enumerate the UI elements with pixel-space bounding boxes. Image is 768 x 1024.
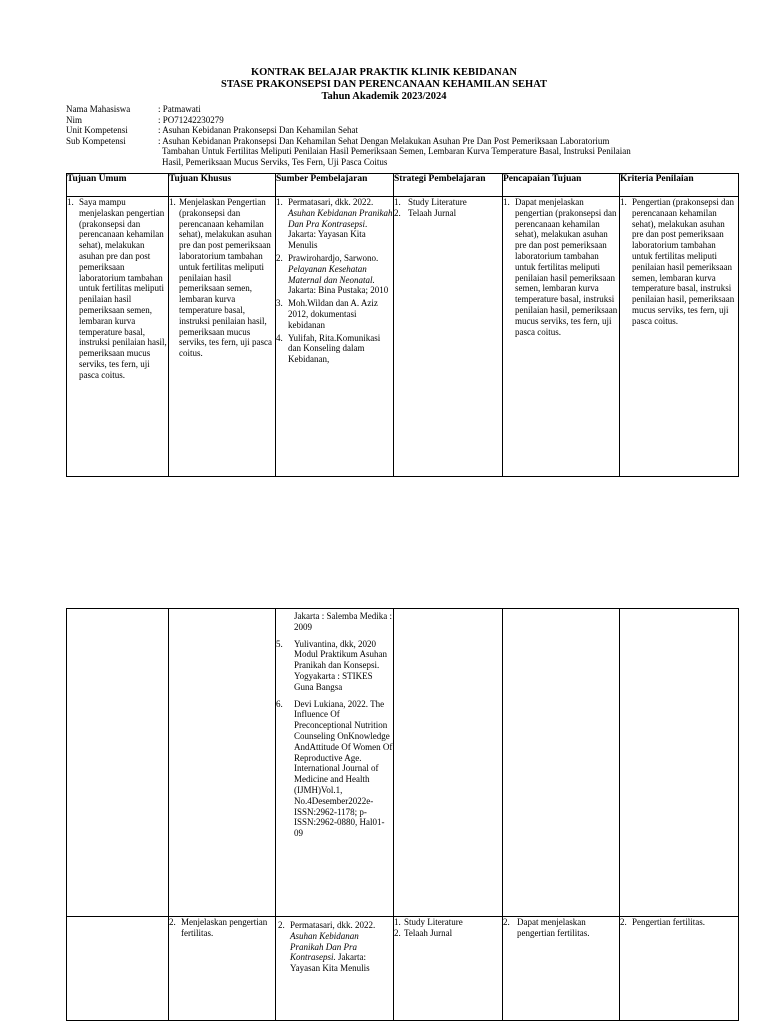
cell-sumber (276, 197, 394, 477)
cell-sumber (276, 917, 394, 1021)
document-title: KONTRAK BELAJAR PRAKTIK KLINIK KEBIDANAN (250, 67, 518, 78)
info-value (158, 136, 766, 168)
cell-tujuan-umum (67, 197, 169, 477)
cell-strategi (394, 197, 503, 477)
info-row-unit (66, 125, 766, 136)
cell-kriteria (620, 197, 739, 477)
header-pencapaian: Pencapaian Tujuan (503, 174, 620, 197)
list-item: 2. Dapat menjelaskan pengertian fertilitas. (503, 917, 590, 938)
header-kriteria: Kriteria Penilaian (620, 174, 739, 197)
cell-strategi (394, 609, 503, 917)
list-item: 2. Prawirohardjo, Sarwono. Pelayanan Kesehatan Maternal dan Neonatal. Jakarta: Bina Pustaka; 2010 (276, 252, 389, 296)
student-info (66, 104, 766, 167)
cell-pencapaian (503, 917, 620, 1021)
cell-tujuan-khusus (169, 609, 276, 917)
header-tujuan-umum: Tujuan Umum (67, 174, 169, 197)
header-tujuan-khusus: Tujuan Khusus (169, 174, 276, 197)
cell-kriteria (620, 917, 739, 1021)
cell-kriteria (620, 609, 739, 917)
info-row-nim (66, 115, 766, 126)
list-item: 1. Menjelaskan Pengertian (prakonsepsi dan perencanaan kehamilan sehat), melakukan asuhan pre dan post pemeriksaan laboratorium tambahan untuk fertilitas meliputi penilaian hasil pemeriksaan semen, lembaran kurva temperature basal, instruksi penilaian hasil, pemeriksaan mucus serviks, tes fern, uji pasca coitus. (169, 197, 272, 359)
info-value: : Asuhan Kebidanan Prakonsepsi Dan Kehamilan Sehat (158, 125, 358, 135)
list-item: 6. Devi Lukiana, 2022. The Influence Of Preconceptional Nutrition Counseling OnKnowledge AndAttitude Of Women Of Reproductive Age. International Journal of Medicine and Health (IJMH)Vol.1, No.4Desember2022e-ISSN:2962-1178; p-ISSN:2962-0880, Hal01-09 (276, 698, 393, 839)
list-item: 1. Study Literature (394, 197, 467, 207)
info-value-line: Hasil, Pemeriksaan Mucus Serviks, Tes Fern, Uji Pasca Coitus (162, 156, 388, 167)
list-item: 1. Pengertian (prakonsepsi dan perencanaan kehamilan sehat), melakukan asuhan pre dan post pemeriksaan laboratorium tambahan untuk fertilitas meliputi penilaian hasil pemeriksaan semen, lembaran kurva temperature basal, instruksi penilaian hasil, pemeriksaan mucus serviks, tes fern, uji pasca coitus. (620, 197, 735, 326)
cell-tujuan-umum (67, 917, 169, 1021)
list-item: 2. Telaah Jurnal (394, 207, 457, 218)
list-item: 1. Dapat menjelaskan pengertian (prakonsepsi dan perencanaan kehamilan sehat), melakukan asuhan pre dan post pemeriksaan laboratorium tambahan untuk fertilitas meliputi penilaian hasil pemeriksaan semen, lembaran kurva temperature basal, instruksi penilaian hasil, pemeriksaan mucus serviks, tes fern, uji pasca coitus. (503, 197, 618, 337)
cell-tujuan-umum (67, 609, 169, 917)
cell-strategi (394, 917, 503, 1021)
table-row (67, 609, 739, 917)
info-value-line: Tambahan Untuk Fertilitas Meliputi Penilaian Hasil Pemeriksaan Semen, Lembaran Kurva Temperature Basal, Instruksi Penilaian (162, 146, 631, 156)
learning-contract-table (66, 173, 739, 477)
info-row-sub (66, 136, 766, 168)
academic-year: Tahun Akademik 2023/2024 (321, 91, 447, 102)
header-sumber: Sumber Pembelajaran (276, 174, 394, 197)
list-item: 1. Saya mampu menjelaskan pengertian (prakonsepsi dan perencanaan kehamilan sehat), melakukan asuhan pre dan post pemeriksaan laboratorium tambahan untuk fertilitas meliputi penilaian hasil pemeriksaan semen, lembaran kurva temperature basal, instruksi penilaian hasil, pemeriksaan mucus serviks, tes fern, uji pasca coitus. (67, 197, 167, 380)
cell-tujuan-khusus (169, 197, 276, 477)
table-header-row (67, 174, 739, 197)
header-strategi: Strategi Pembelajaran (394, 174, 503, 197)
list-item: 3. Moh.Wildan dan A. Aziz 2012, dokumentasi kebidanan (276, 298, 378, 330)
sumber-continued-text: Jakarta : Salemba Medika : 2009 (294, 611, 392, 632)
info-label: Sub Kompetensi (66, 135, 126, 146)
info-value-line: : Asuhan Kebidanan Prakonsepsi Dan Kehamilan Sehat Dengan Melakukan Asuhan Pre Dan Post Pemeriksaan Laboratorium (158, 135, 610, 146)
info-value: : Patmawati (158, 104, 201, 114)
table-row (67, 917, 739, 1021)
learning-contract-table-continued (66, 608, 739, 1021)
cell-pencapaian (503, 609, 620, 917)
cell-sumber (276, 609, 394, 917)
list-item: 1. Study Literature (394, 917, 463, 927)
info-label: Nim (66, 114, 83, 125)
list-item: 1. Permatasari, dkk. 2022. Asuhan Kebidanan Pranikah Dan Pra Kontrasepsi. Jakarta: Yayasan Kita Menulis (276, 197, 393, 251)
cell-pencapaian (503, 197, 620, 477)
list-item: 4. Yulifah, Rita.Komunikasi dan Konseling dalam Kebidanan, (276, 332, 381, 365)
info-label: Nama Mahasiswa (66, 104, 131, 114)
list-item: 2. Telaah Jurnal (394, 927, 453, 938)
list-item: 2. Permatasari, dkk. 2022. Asuhan Kebidanan Pranikah Dan Pra Kontrasepsi. Jakarta: Yayasan Kita Menulis (278, 920, 376, 974)
list-item: 2. Pengertian fertilitas. (620, 917, 705, 927)
document-subtitle: STASE PRAKONSEPSI DAN PERENCANAAN KEHAMILAN SEHAT (220, 79, 548, 90)
list-item: 2. Menjelaskan pengertian fertilitas. (169, 917, 268, 938)
info-label: Unit Kompetensi (66, 125, 128, 135)
info-row-nama (66, 104, 766, 115)
info-value: : PO71242230279 (158, 114, 224, 125)
table-row (67, 197, 739, 477)
list-item: 5. Yulivantina, dkk, 2020 Modul Praktikum Asuhan Pranikah dan Konsepsi. Yogyakarta : STIKES Guna Bangsa (276, 638, 388, 692)
cell-tujuan-khusus (169, 917, 276, 1021)
